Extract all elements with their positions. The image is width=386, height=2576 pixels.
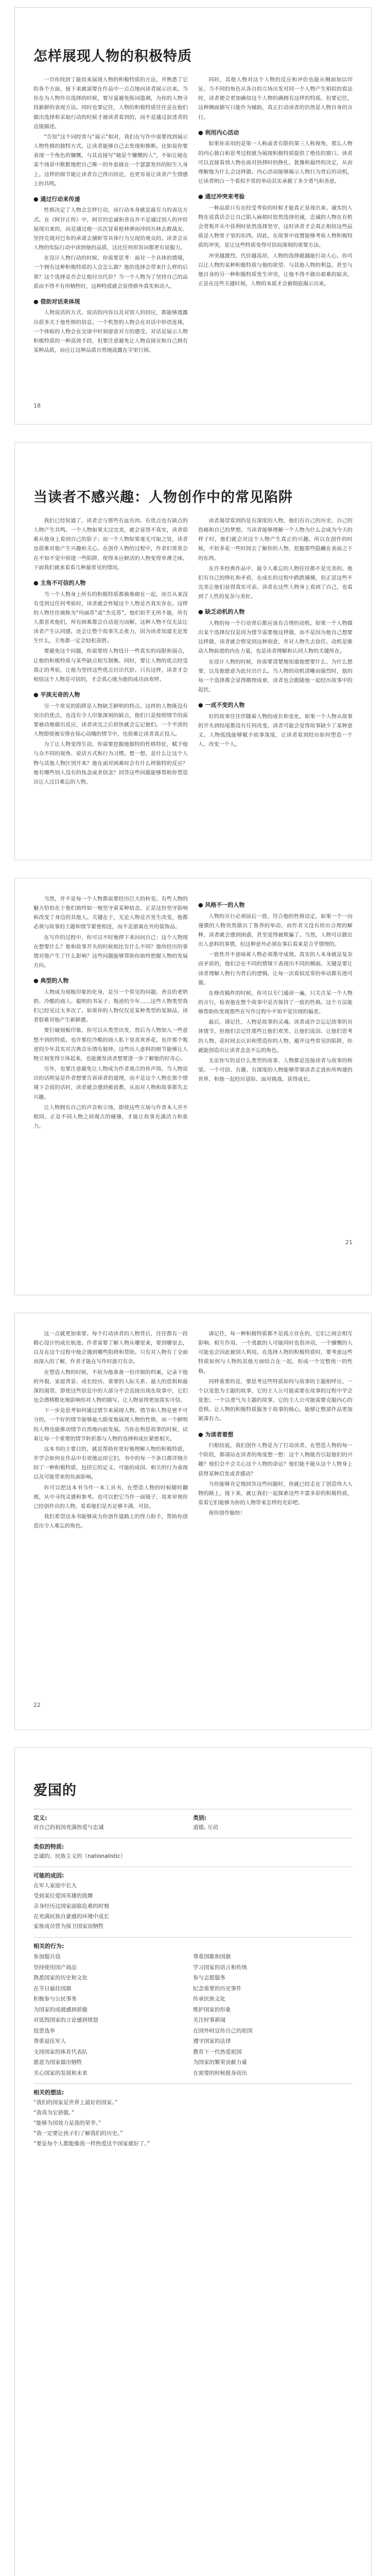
list-item: 愿意为国家做出牺牲 xyxy=(33,2059,82,2066)
paragraph: 同样重要的是，要思考这些特质如何与故事的主题相呼应。一个以宽恕为主题的故事，它的主人公可能需要在故事的过程中学会宽恕；一个以勇气为主题的故事，它的主人公可能需要克服内心的恐惧。让人物的积极特质服务于故事的核心，能够让整部作品更加紧凑有力。 xyxy=(198,1379,353,1422)
paragraph: 归根结底，我们创作人物是为了打动读者。在塑造人物的每一个阶段，都请站在读者的角度想一想：这个人物能否引起他们的兴趣？他们会不会关心这个人物的命运？他们能不能从这个人物身上获得某种启发或者感动？ xyxy=(198,1443,353,1477)
text-column-left xyxy=(33,895,188,1132)
page-number: 22 xyxy=(33,1702,41,1708)
paragraph: 在许多经典作品中，最令人难忘的人物往往都不是完美的。他们有自己的挣扎和矛盾，在成长的过程中跌跌撞撞，但正是这些不完美让他们显得真实可亲。读者在这些人物身上看到了自己，也看到了人性的复杂与美好。 xyxy=(198,566,353,600)
paragraph: 要打破刻板印象，你可以从类型出发，然后为人物加入一些意想不到的特质。也许那位冷酷的商人私下里喜欢养花，也许那个叛逆的少年其实对古典音乐情有独钟。这些出人意料的细节能够让人物立刻变得立体起来，也能激发读者想要进一步了解他的好奇心。 xyxy=(33,1028,188,1062)
definition-row xyxy=(33,1809,353,1838)
causes-label: 可能的成因: xyxy=(33,1872,64,1879)
list-item: 积极参与公民事务 xyxy=(33,1996,77,2003)
list-item: 在国外时宣传自己的祖国 xyxy=(193,2027,253,2034)
section-heading: ● 缺乏动机的人物 xyxy=(198,608,245,616)
list-item: 尊重退伍军人 xyxy=(33,2038,66,2045)
list-item: 学习国家的语言和传统 xyxy=(193,1964,247,1971)
section-heading: ● 平淡无奇的人物 xyxy=(33,691,80,699)
book-page-1 xyxy=(14,7,372,425)
text-column-left xyxy=(33,517,188,788)
paragraph: 当一个人物身上所有的积极特质都被堆砌在一起，而且从来没有受到过任何考验时，读者就会怀疑这个人物是否真实存在。这样的人物往往被称为“玛丽苏”或“杰克苏”，他们似乎无所不能，所有人都喜欢他们，所有困难都会自动迎刃而解。这种人物不仅无法让读者产生认同感，还会让整个故事失去张力，因为读者知道无论发生什么，主角都一定会轻松获胜。 xyxy=(33,591,188,645)
paragraph: 在设计人物行动的时候，你需要思考：面对一个具体的情境，一个拥有这种积极特质的人会怎么做？他的选择会带来什么样的后果？这个选择是否会让他付出代价？当一个人物为了坚持自己的品质而不得不有所牺牲时，这种特质就会显得格外真实和动人。 xyxy=(33,256,188,290)
list-item: 在节日悬挂国旗 xyxy=(33,1985,72,1992)
definition-label: 定义: xyxy=(33,1815,47,1821)
behaviors-list-right xyxy=(193,1952,353,2078)
paragraph: 在设计人物的时候，你需要清楚地知道他想要什么、为什么想要，以及他愿意为此付出什么。当人物的动机清晰而强烈时，他的每一个选择都会显得顺理成章，读者也会跟随他一起经历故事中的起伏。 xyxy=(198,659,353,693)
paragraph: 人物成为刻板印象的化身，是另一个常见的问题。善良的老奶奶、冷酷的商人、聪明的书呆子、叛逆的少年……这些人物类型我们已经见过太多次了。如果你的人物仅仅是某种类型的复制品，读者很难对他产生新鲜感。 xyxy=(33,989,188,1024)
section-heading: ● 一成不变的人物 xyxy=(198,702,245,709)
causes-row xyxy=(33,1867,353,1938)
text-column-right xyxy=(198,895,353,1132)
paragraph: 这本书的主要目的，就是帮助你更好地理解人物的积极特质，并学会如何在作品中有效地运用它们。书中的每一个条目都详细介绍了一种积极特质，包括它的定义、可能的成因、相关的行为表现以及可能带来的负面影响。 xyxy=(33,1446,188,1481)
paragraph: 无论你写的是什么类型的故事，人物都是连接读者与故事的桥梁。一个可信、有趣、有深度的人物能够带领读者走进你所构建的世界，和他一起经历冒险、面对挑战、获得成长。 xyxy=(198,1058,353,1083)
paragraph: 一种品质只有在经受考验的时候才能真正显现出来。诚实的人物在说真话会让自己陷入麻烦时依然选择坦诚，忠诚的人物在有机会背叛并从中获利时依然选择坚守，这时读者才会真正相信这些品质是人物骨子里的东西。因此，在故事中设置能够考验人物积极特质的冲突，是让这些特质变得可信而深刻的重要方法。 xyxy=(198,205,353,249)
list-item: 教育下一代热爱祖国 xyxy=(193,2048,242,2055)
list-item: “我真为它骄傲。” xyxy=(33,2109,75,2116)
section-heading: ● 主角不可信的人物 xyxy=(33,579,86,586)
paragraph: 请记住，每一种积极特质都不是孤立存在的，它们之间会相互影响、相互作用。一个勇敢的人可能同时也很冲动，一个慷慨的人可能也会因此被别人利用。在选择人物的积极特质时，要考虑这些特质如何与人物的其他方面结合在一起，形成一个完整统一的性格。 xyxy=(198,1331,353,1375)
list-item: 坚持使用国产商品 xyxy=(33,1964,77,1971)
page-number: 21 xyxy=(345,1239,353,1246)
list-item: 熟悉国家的历史和文化 xyxy=(33,1975,87,1981)
list-item: “能够为国效力是我的荣幸。” xyxy=(33,2120,101,2126)
paragraph: 读者渴望看到的是有深度的人物，他们有自己的历史、自己的伤痛和自己的梦想。当读者能够理解一个人物为什么会成为今天的样子时，他们就会对这个人物产生真正的兴趣。所以在创作的时候，不妨多花一些时间去了解你的人物，挖掘那些隐藏在表面之下的东西。 xyxy=(198,518,353,562)
section-heading: ● 通过行动来传递 xyxy=(33,195,80,202)
paragraph: 下一步是思考如何通过情节来展现人物。情节和人物是密不可分的，一个好的情节能够最大限度地展现人物的性格，而一个鲜明的人物也能推动情节自然地向前发展。当你在构思故事的时候，试着让每一个重要的情节转折都与人物的选择和成长紧密相关。 xyxy=(33,1408,188,1442)
section-heading: ● 利用内心活动 xyxy=(198,129,239,136)
text-column-left xyxy=(33,76,188,357)
list-item: 在需要的时候挺身而出 xyxy=(193,2070,247,2076)
page-title: 爱国的 xyxy=(33,1783,77,1799)
section-heading: ● 风格不一的人物 xyxy=(198,902,245,908)
list-item: 遵守国家的法律 xyxy=(193,2038,231,2045)
category-label: 类别: xyxy=(193,1815,207,1821)
list-item: 投票选举 xyxy=(33,2027,55,2034)
section-heading: ● 典型的人物 xyxy=(33,977,69,985)
section-heading: ● 为读者着想 xyxy=(198,1431,234,1438)
paragraph: “告知”这个词经常与“展示”相对，我们在写作中需要找到展示人物性格的独特方式，让读者能够自己去发现和推断。比如说你要表现一个角色的慷慨，与其直接写“她是个慷慨的人”，不如让她在某个场景中默默地把自己唯一的外套披在一个瑟瑟发抖的陌生人身上。这样的细节能让读者自己得出结论，也更容易让读者产生情感上的共鸣。 xyxy=(33,134,188,187)
section-heading: ● 借助对话来体现 xyxy=(33,298,80,305)
list-item: 为国家的繁荣贡献力量 xyxy=(193,2059,247,2066)
book-page-4 xyxy=(14,1313,372,1730)
paragraph: 当你能够肯定地回答这些问题时，你就已经走在了创造伟大人物的路上。接下来，就让我们一起探索这些丰富多彩的积极特质，看看它们能够为你的人物带来怎样的光彩吧。 xyxy=(198,1481,353,1506)
list-item: 对诋毁国家的言论感到愤怒 xyxy=(33,2017,98,2024)
list-item: 维护国家的形象 xyxy=(193,2006,231,2013)
book-page-2 xyxy=(14,442,372,860)
thoughts-row xyxy=(33,2083,353,2155)
book-page-3 xyxy=(14,878,372,1295)
paragraph: 冲突越激烈，代价越高昂，人物的选择就越能打动人心。你可以让人物的某种积极特质与他的欲望、与其他人物的利益，甚至与他自身的另一种积极特质发生冲突，让他不得不做出艰难的取舍。正是在这些关键时刻，人物的本质才会被彻底揭示出来。 xyxy=(198,253,353,287)
thoughts-list xyxy=(33,2098,353,2149)
paragraph: 人物的言行必须前后一致，符合他的性格设定。如果一个一向谨慎的人物突然做出了鲁莽的举动，而作者又没有给出合理的解释，读者就会感到困惑，甚至觉得被欺骗了。当然，人物可以做出出人意料的事情，但这种意外必须在事后看来是合乎情理的。 xyxy=(198,913,353,948)
paragraph: 一旦你找到了能用来展现人物的积极特质的方法，并熟悉了它的各个方面，接下来就需要在作品中一点点地向读者展示出来。当你在为人物作出选择的时候，要尽量避免陈词滥调，为你的人物寻找新鲜的表现方法。同时也要记住，人物的积极特质往往是在他们做出选择和采取行动的时候才被读者看到的，而不是通过叙述者的直接描述。 xyxy=(33,77,188,130)
text-column-right xyxy=(198,1330,353,1532)
paragraph: 我们希望这本书能够成为你创作道路上的得力助手，帮助你创造出令人难忘的角色。 xyxy=(33,1514,188,1530)
paragraph: 在写作的过程中，你可以不时地停下来问问自己：这个人物现在想要什么？他和故事开头的时候相比有什么不同？他所经历的事情对他产生了什么影响？这些问题能够帮助你始终把握人物的发展方向。 xyxy=(33,935,188,969)
behaviors-row xyxy=(33,1937,353,2083)
list-item: 尊重国歌和国旗 xyxy=(193,1954,231,1960)
list-item: 传承民族文化 xyxy=(193,1996,225,2003)
page-title: 怎样展现人物的积极特质 xyxy=(33,48,192,64)
paragraph: 在塑造人物的时候，不妨为他准备一份详细的档案，记录下他的外貌、家庭背景、成长经历、重要的人际关系、最大的恐惧和最深的渴望。即使这些信息中的大部分不会直接出现在故事中，它们也会潜移默化地影响你对人物的描写，让人物显得更加真实可信。 xyxy=(33,1369,188,1404)
list-item: 参加服兵役 xyxy=(33,1954,61,1960)
paragraph: 让人物拥有自己的声音和立场，即使这些立场与作者本人并不相同。正是不同人物之间观点的碰撞，才能让故事充满活力和张力。 xyxy=(33,1105,188,1130)
paragraph: 为了让人物变得生动，你需要挖掘他独特的性格特征，赋予他与众不同的视角、说话方式和行为习惯。想一想，是什么让这个人物与其他人物区别开来？他在面对困难时会有什么样独特的反应？他有哪些别人没有的执念或者信念？回答这些问题能够帮助你塑造出让人过目难忘的人物。 xyxy=(33,742,188,785)
similar-label: 类似的特质: xyxy=(33,1843,64,1850)
book-page-5 xyxy=(14,1748,372,2576)
definition-text: 对自己的祖国充满热爱与忠诚 xyxy=(33,1824,104,1831)
paragraph: 要避免这个问题，你需要给人物设计一些真实的局限和弱点，让他的积极特质与某些缺点相互制衡。同时，要让人物的优点经受真正的考验，让他为坚持这些优点付出代价。只有这样，读者才会相信这个人物是可信的，才会真心地为他的成功而欢呼。 xyxy=(33,649,188,683)
similar-text: 忠诚的、民族主义的（nationalistic） xyxy=(33,1853,126,1859)
list-item: 在军人家庭中长大 xyxy=(33,1882,77,1889)
similar-row xyxy=(33,1838,353,1867)
page-title: 当读者不感兴趣：人物创作中的常见陷阱 xyxy=(33,489,293,505)
paragraph: 最后，请记住，人物是故事的灵魂。读者或许会忘记故事的具体情节，但他们会记住那些让他们欢笑、让他们流泪、让他们思考的人物。花时间去认识和塑造你的人物，避开这些常见的陷阱，你就能创造出让读者念念不忘的角色。 xyxy=(198,1020,353,1054)
paragraph: 你可以把这本书当作一本工具书，在塑造人物的时候随时翻阅，从中寻找灵感和参考。也可以把它当作一面镜子，用来审视你已经创作出的人物，看看他们是否足够丰满、可信。 xyxy=(33,1485,188,1510)
list-item: 关注时事新闻 xyxy=(193,2017,225,2024)
paragraph: 在修改稿件的时候，你可以专门通读一遍，只关注某一个人物的言行，检查他在整个故事中是否保持了一致的性格。这个方法能够帮助你发现那些在写作过程中不知不觉出现的偏差。 xyxy=(198,990,353,1015)
paragraph: 人物的每一个行动背后都应该有合理的动机。如果一个人物做出某个选择仅仅是因为情节需要他这样做，而不是因为他自己想要这样做，读者就会察觉到这种刻意，并对人物失去信任。动机是推动人物前进的内在力量，也是读者理解和认同人物的关键所在。 xyxy=(198,620,353,655)
paragraph: 好的故事往往伴随着人物的成长和变化。如果一个人物从故事的开头到结尾都没有任何改变，读者可能会觉得故事缺少了某种意义。人物弧线能够赋予故事深度，让读者看到经历如何塑造一个人、改变一个人。 xyxy=(198,714,353,748)
list-item: “要是每个人都能像我一样热爱这个国家就好了。” xyxy=(33,2140,150,2147)
text-column-right xyxy=(198,517,353,788)
list-item: “我们的国家是世界上最好的国家。” xyxy=(33,2099,118,2106)
paragraph: 同时，其他人物对这个人物的反应和评价也能从侧面加以印证。当不同的角色从各自的立场出发对同一个人物产生相似的看法时，读者便会更加确信这个人物的确拥有这样的特质。但要记住，这种侧面描写只能作为辅助，真正打动读者的仍然是人物自身的言行。 xyxy=(198,77,353,121)
paragraph: 另一个常见的陷阱是人物缺乏鲜明的特点。这样的人物既没有突出的优点，也没有令人印象深刻的缺点，他们只是按照情节的需要被动地做出反应，读者读完之后很快就会忘记他们。一个平淡的人物即使被安排在惊心动魄的情节中，也很难让读者真正投入。 xyxy=(33,703,188,738)
causes-list xyxy=(33,1881,353,1933)
list-item: 参与志愿服务 xyxy=(193,1975,225,1981)
paragraph: 我们已经知道了，读者会与那些有血有肉、有优点也有缺点的人物产生共鸣。一个人物如果太过完美，就会显得不真实，读者很难从他身上看到自己的影子；而一个人物如果毫无可取之处，读者也很难对他产生兴趣和关心。在创作人物的过程中，作者们常常会在不知不觉中掉进一些陷阱，使得本应鲜活的人物变得单薄乏味。下面我们就来看看几种最常见的情况。 xyxy=(33,518,188,571)
section-heading: ● 通过冲突来考验 xyxy=(198,193,245,200)
text-column-left xyxy=(33,1330,188,1532)
list-item: 纪念重要的历史事件 xyxy=(193,1985,242,1992)
trait-entry-table xyxy=(33,1809,353,2155)
list-item: 在充满民族自豪感的环境中成长 xyxy=(33,1913,109,1920)
list-item: “我一定要让孩子们了解我们的历史。” xyxy=(33,2130,123,2137)
paragraph: 一致性并不意味着人物必须墨守成规。真实的人本身就是复杂而矛盾的，他们会在不同的情境下表现出不同的侧面。关键是要让读者理解人物行为背后的逻辑，让每一次看似反常的举动都有迹可循。 xyxy=(198,952,353,986)
paragraph: 性格决定了人物会怎样行动，而行动本身就是最有力的表达方式。在《阿甘正传》中，阿甘的忠诚和善良并不是通过别人的评价展现出来的，而是通过他一次次冒着枪林弹雨冲回丛林去救战友、坚持兑现对巴布的承诺去捕虾等具体行为呈现给观众的。读者会从人物的实际行动中读到他的品质，这比任何形容词都更有说服力。 xyxy=(33,208,188,251)
paragraph: 另外，也要注意避免让人物成为作者观点的传声筒。当人物说出的话明显是作者想要告诉读者的道理，而不是这个人物在那个情境下会说的话时，读者就会感到被说教，从而对人物和故事都失去兴趣。 xyxy=(33,1066,188,1100)
list-item: 关心国家的发展和未来 xyxy=(33,2070,87,2076)
paragraph: 人物说话的方式、说话的内容以及对别人的回应，都能够透露出很多关于他性格的信息。一个机智的人物会在对话中妙语连珠，一个体贴的人物会在交谈中时刻留意对方的感受。对话是展示人物积极特质的一种高效手段，但要注意避免让人物直接宣称自己拥有某种品质，而应让这种品质自然地流露在字里行间。 xyxy=(33,310,188,354)
paragraph: 如果你采用的是第一人称或者有限的第三人称视角，那么人物的内心独白和思考过程就为展现积极特质提供了绝佳的窗口。读者可以直接看到人物在面对抉择时的挣扎、犹豫和最终的决定，从而理解他为什么会这样做。内心活动能够揭示人物行为背后的动机，让读者明白一个看似平常的举动其实承载了多少勇气和善意。 xyxy=(198,141,353,184)
category-text: 道德, 互动 xyxy=(193,1824,218,1831)
list-item: 支持国家的体育代表队 xyxy=(33,2048,87,2055)
thoughts-label: 相关的想法: xyxy=(33,2089,64,2096)
page-number: 18 xyxy=(33,402,41,409)
text-column-right xyxy=(198,76,353,357)
behaviors-label: 相关的行为: xyxy=(33,1943,64,1950)
paragraph: 当然，并不是每一个人物都需要经历巨大的转变。有些人物的魅力恰恰在于他们始终如一地坚守着某种信念，正是这份坚守影响和改变了身边的其他人。关键在于，无论人物是否发生改变，他都必须与故事的主题和情节紧密相连，而不是游离在外的装饰品。 xyxy=(33,896,188,930)
paragraph: 祝你创作愉快！ xyxy=(208,1511,245,1517)
list-item: 亲身经历过国家面临危难的时刻 xyxy=(33,1903,109,1909)
behaviors-list-left xyxy=(33,1952,193,2078)
paragraph: 这一点就更加重要。每个打动读者的人物背后，往往都有一段精心设计的成长轨迹。作者需要了解人物从哪里来，要到哪里去，以及在这个过程中他会遇到哪些阻碍和帮助。只有对人物有了全面而深入的了解，作者才能在写作时游刃有余。 xyxy=(33,1331,188,1365)
list-item: 受到某位爱国英雄的鼓舞 xyxy=(33,1892,93,1899)
list-item: 为国家的成就感到骄傲 xyxy=(33,2006,87,2013)
list-item: 家族成员曾为保卫国家而牺牲 xyxy=(33,1923,104,1930)
